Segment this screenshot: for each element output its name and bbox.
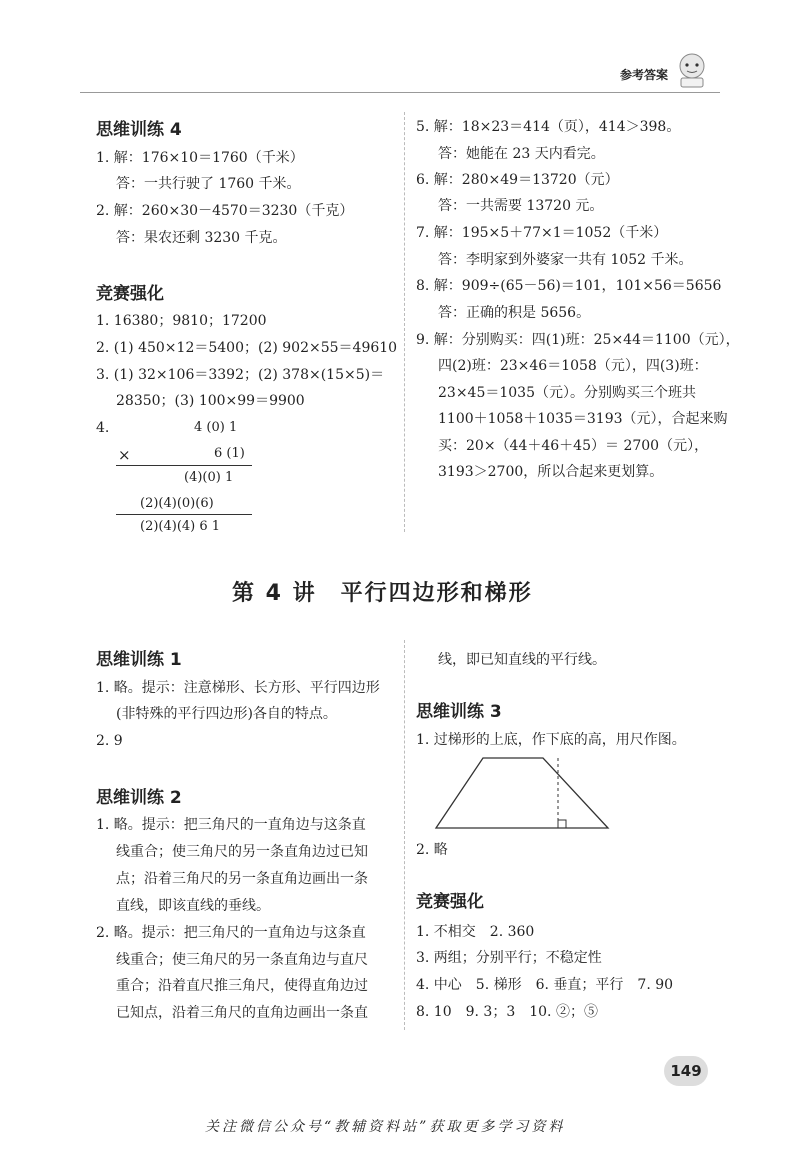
header-title: 参考答案 [620, 68, 669, 82]
header-rule [80, 92, 720, 93]
answer-line: 28350；(3) 100×99＝9900 [116, 393, 305, 409]
answer-line: 直线，即该直线的垂线。 [116, 898, 270, 914]
calc-multiplicand: 4 (0) 1 [194, 420, 238, 435]
answer-line: 答：果农还剩 3230 千克。 [116, 230, 287, 246]
calc-rule-1 [116, 465, 252, 466]
answer-line: 重合；沿着直尺推三角尺，使得直角边过 [116, 978, 368, 994]
column-divider-top [404, 112, 405, 532]
answer-line: 点；沿着三角尺的另一条直角边画出一条 [116, 871, 368, 887]
answer-line: 1. 略。提示：把三角尺的一直角边与这条直 [96, 817, 366, 833]
answer-line: 8. 10 9. 3；3 10. ②；⑤ [416, 1004, 598, 1020]
answer-line: 1. 略。提示：注意梯形、长方形、平行四边形 [96, 680, 380, 696]
answer-line: 线重合；使三角尺的另一条直角边过已知 [116, 844, 368, 860]
answer-line: 答：正确的积是 5656。 [438, 305, 591, 321]
answer-line: 线重合；使三角尺的另一条直角边与直尺 [116, 952, 368, 968]
answer-line: 2. (1) 450×12＝5400；(2) 902×55＝49610 [96, 340, 398, 356]
answer-line: 2. 解：260×30－4570＝3230（千克） [96, 203, 354, 219]
answer-line: 5. 解：18×23＝414（页），414＞398。 [416, 119, 681, 135]
answer-line: 2. 略 [416, 842, 448, 858]
answer-line: 3193＞2700，所以合起来更划算。 [438, 464, 664, 480]
section-heading-thinking-1: 思维训练 1 [96, 650, 182, 670]
answer-line: 已知点，沿着三角尺的直角边画出一条直 [116, 1005, 368, 1021]
page-number: 149 [664, 1056, 708, 1086]
footer-text: 关注微信公众号“教辅资料站”获取更多学习资料 [205, 1119, 566, 1135]
calc-partial-2: (2)(4)(0)(6) [140, 496, 214, 511]
chapter-title: 第 4 讲 平行四边形和梯形 [232, 581, 533, 606]
answer-line: 四(2)班：23×46＝1058（元），四(3)班： [438, 358, 708, 374]
answer-line: 4. [96, 420, 110, 436]
section-heading-competition-1: 竞赛强化 [96, 284, 164, 304]
answer-line: 8. 解：909÷(65－56)＝101，101×56＝5656 [416, 278, 722, 294]
answer-line: 2. 略。提示：把三角尺的一直角边与这条直 [96, 925, 366, 941]
answer-line: 1. 不相交 2. 360 [416, 924, 535, 940]
answer-line: 买：20×（44＋46＋45）＝ 2700（元）， [438, 438, 709, 454]
answer-line: 答：她能在 23 天内看完。 [438, 146, 605, 162]
calc-multiplier: 6 (1) [214, 446, 245, 461]
answer-line: 1100＋1058＋1035＝3193（元），合起来购 [438, 411, 728, 427]
answer-line: 3. 两组；分别平行；不稳定性 [416, 950, 602, 966]
answer-line: 4. 中心 5. 梯形 6. 垂直；平行 7. 90 [416, 977, 674, 993]
cartoon-mascot-icon [672, 50, 712, 90]
answer-line: 9. 解：分别购买：四(1)班：25×44＝1100（元）， [416, 332, 740, 348]
answer-line: 1. 解：176×10＝1760（千米） [96, 150, 304, 166]
calc-times-sign: × [118, 446, 131, 464]
answer-line: 23×45＝1035（元）。分别购买三个班共 [438, 385, 696, 401]
answer-line: 答：一共需要 13720 元。 [438, 198, 604, 214]
answer-line: 6. 解：280×49＝13720（元） [416, 172, 619, 188]
section-heading-thinking-4: 思维训练 4 [96, 120, 182, 140]
section-heading-thinking-3: 思维训练 3 [416, 702, 502, 722]
trapezoid-figure [428, 754, 618, 834]
answer-line: 2. 9 [96, 733, 123, 749]
column-divider-bottom [404, 640, 405, 1030]
section-heading-competition-2: 竞赛强化 [416, 892, 484, 912]
calc-rule-2 [116, 514, 252, 515]
answer-line: (非特殊的平行四边形)各自的特点。 [116, 706, 337, 722]
calc-result: (2)(4)(4) 6 1 [140, 519, 221, 534]
answer-line: 答：一共行驶了 1760 千米。 [116, 176, 301, 192]
answer-line: 3. (1) 32×106＝3392；(2) 378×(15×5)＝ [96, 367, 385, 383]
answer-line: 7. 解：195×5＋77×1＝1052（千米） [416, 225, 668, 241]
answer-line: 1. 16380；9810；17200 [96, 313, 267, 329]
answer-line: 答：李明家到外婆家一共有 1052 千米。 [438, 252, 693, 268]
answer-line: 1. 过梯形的上底，作下底的高，用尺作图。 [416, 732, 686, 748]
answer-line: 线，即已知直线的平行线。 [438, 652, 606, 668]
section-heading-thinking-2: 思维训练 2 [96, 788, 182, 808]
calc-partial-1: (4)(0) 1 [184, 470, 234, 485]
